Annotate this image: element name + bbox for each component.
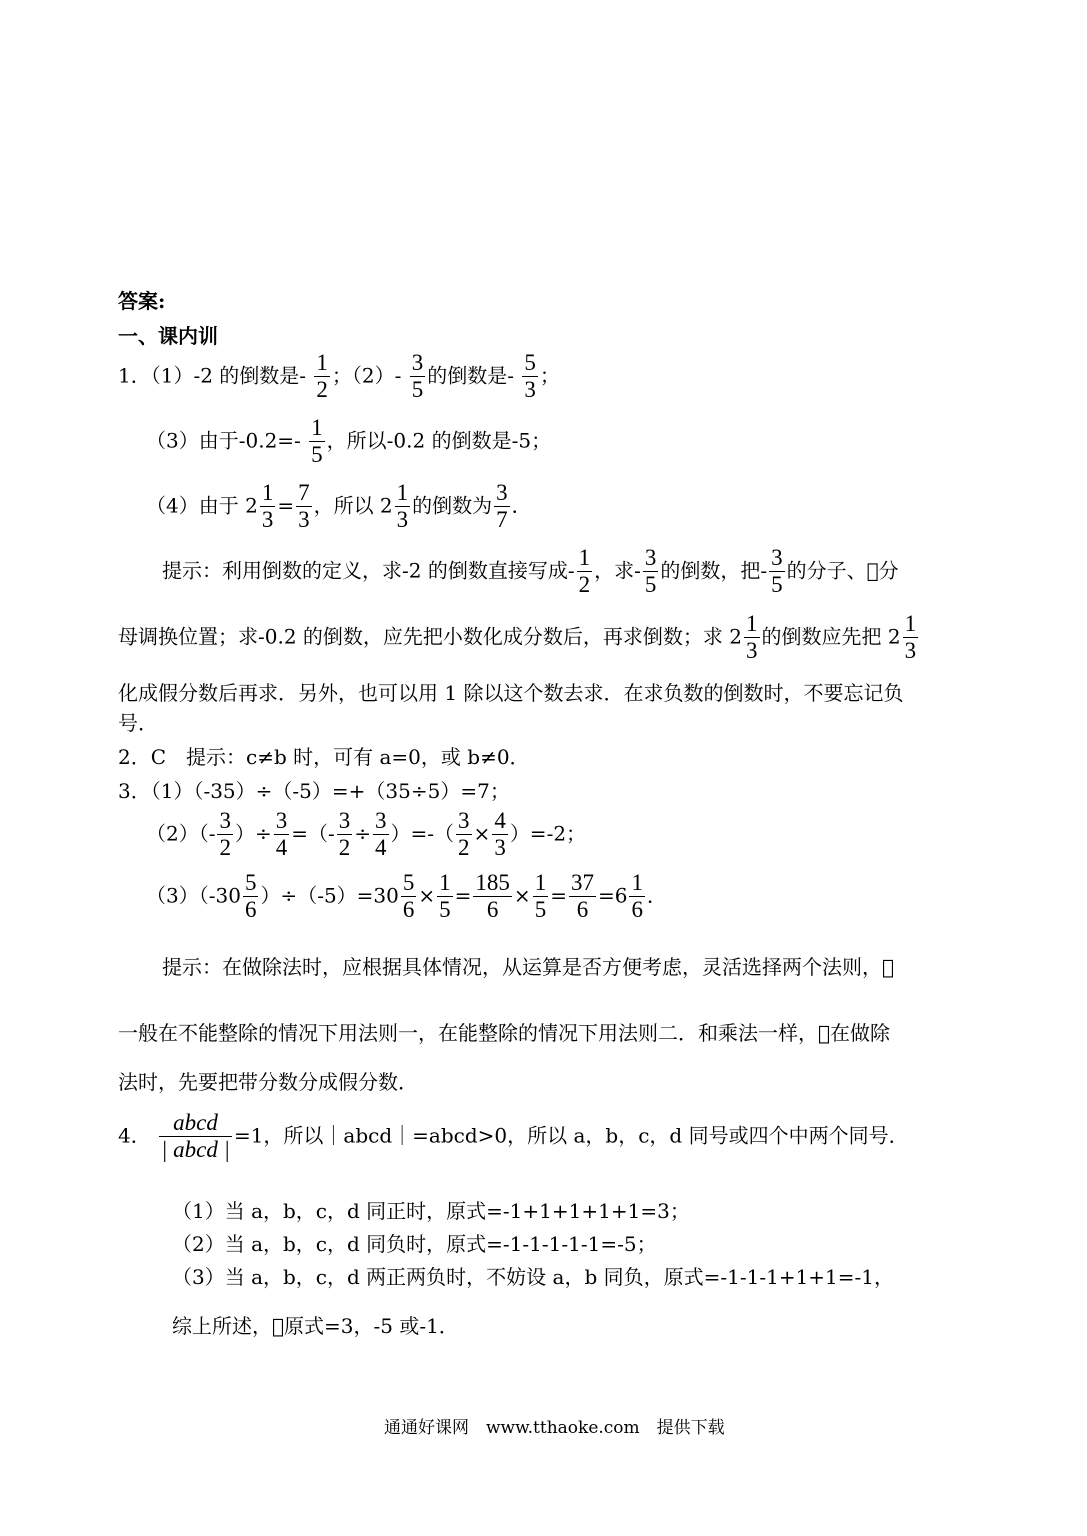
fraction: $\frac{5}{3}$: [524, 350, 536, 403]
fraction: $\frac{37}{6}$: [570, 870, 594, 923]
q1-part4: （4）由于 2 $\frac{1}{3}$ = $\frac{7}{3}$ ，所以 2 $\frac{1}{3}$ 的倒数为 $\frac{3}{7}$ ．: [146, 480, 532, 533]
fraction: $\frac{1}{3}$: [904, 611, 917, 664]
q1-tip-line3: 化成假分数后再求．另外，也可以用 1 除以这个数去求．在求负数的倒数时，不要忘记负: [118, 681, 904, 705]
fraction: $\frac{3}{2}$: [458, 808, 470, 861]
fraction: $\frac{7}{3}$: [298, 480, 310, 533]
q1-line1: 1．（1）-2 的倒数是- $\frac{1}{2}$ ；（2）- $\frac{3}{5}$ 的倒数是- $\frac{5}{3}$ ；: [118, 350, 560, 403]
fraction: $\frac{185}{6}$: [475, 870, 510, 923]
fraction: $\frac{3}{2}$: [219, 808, 231, 861]
q3-tip-line3: 法时，先要把带分数分成假分数．: [118, 1070, 418, 1094]
q4-line1: 4． $\frac{\text{abcd}}{\text{| abcd |}}$ =1，所以｜abcd｜=abcd>0，所以 a，b，c，d 同号或四个中两个同号．: [118, 1110, 909, 1163]
q4-case2: （2）当 a，b，c，d 同负时，原式=-1-1-1-1-1=-5；: [172, 1232, 657, 1256]
q3-part3: （3）（-30 $\frac{5}{6}$ ）÷（-5）=30 $\frac{5}{6}$ × $\frac{1}{5}$ = $\frac{185}{6}$ × $\frac{1}{5}$ = $\frac{37}{6}$ =6 $\frac{1}{6}$ ．: [146, 870, 667, 923]
fraction: $\frac{1}{3}$: [396, 480, 409, 533]
q3-tip-line2: 一般在不能整除的情况下用法则一，在能整除的情况下用法则二．和乘法一样， 在做除: [118, 1021, 891, 1045]
fraction: $\frac{3}{5}$: [771, 545, 783, 598]
q1-part3: （3）由于-0.2=- $\frac{1}{5}$ ，所以-0.2 的倒数是-5；: [146, 415, 552, 468]
q4-case3: （3）当 a，b，c，d 两正两负时，不妨设 a，b 同负，原式=-1-1-1+1+1=-1，: [172, 1265, 895, 1289]
fraction: $\frac{1}{2}$: [578, 545, 591, 598]
q2-answer: 2．C 提示：c≠b 时，可有 a=0，或 b≠0．: [118, 745, 530, 769]
section-title: 一、课内训: [118, 324, 218, 348]
fraction: $\frac{1}{3}$: [261, 480, 274, 533]
fraction: $\frac{1}{3}$: [746, 611, 758, 664]
fraction: $\frac{3}{4}$: [275, 808, 288, 861]
q3-tip-line1: 提示：在做除法时，应根据具体情况，从运算是否方便考虑，灵活选择两个法则， : [162, 955, 895, 979]
q1-tip-line1: 提示：利用倒数的定义，求-2 的倒数直接写成- $\frac{1}{2}$ ，求- $\frac{3}{5}$ 的倒数，把- $\frac{3}{5}$ 的分子、 分: [162, 545, 899, 598]
fraction: $\frac{1}{2}$: [316, 350, 328, 403]
fraction: $\frac{3}{2}$: [338, 808, 351, 861]
answer-heading: 答案:: [118, 289, 166, 313]
q4-case1: （1）当 a，b，c，d 同正时，原式=-1+1+1+1+1=3；: [172, 1199, 690, 1223]
q1-tip-line4: 号．: [118, 711, 158, 735]
fraction: $\frac{1}{5}$: [311, 415, 323, 468]
q3-part2: （2）（- $\frac{3}{2}$ ）÷ $\frac{3}{4}$ =（- $\frac{3}{2}$ ÷ $\frac{3}{4}$ ）=-（ $\frac{3}{2}$ × $\frac{4}{3}$ ）=-2；: [146, 808, 587, 861]
fraction: $\frac{1}{5}$: [439, 870, 451, 923]
fraction: $\frac{3}{5}$: [644, 545, 657, 598]
fraction: $\frac{3}{7}$: [496, 480, 508, 533]
fraction: $\frac{1}{6}$: [631, 870, 643, 923]
fraction: $\frac{3}{4}$: [375, 808, 387, 861]
fraction: $\frac{1}{5}$: [534, 870, 547, 923]
fraction: $\frac{5}{6}$: [402, 870, 415, 923]
page-footer: 通通好课网 www.tthaoke.com 提供下载: [384, 1418, 725, 1438]
q4-summary: 综上所述， 原式=3，-5 或-1．: [172, 1314, 459, 1338]
fraction: $\frac{5}{6}$: [244, 870, 257, 923]
q3-line1: 3．（1）（-35）÷（-5）=+（35÷5）=7；: [118, 779, 510, 803]
q1-tip-line2: 母调换位置；求-0.2 的倒数，应先把小数化成分数后，再求倒数；求 2 $\frac{1}{3}$ 的倒数应先把 2 $\frac{1}{3}$: [118, 611, 917, 664]
fraction: $\frac{4}{3}$: [494, 808, 506, 861]
fraction: $\frac{3}{5}$: [411, 350, 424, 403]
fraction: $\frac{\text{abcd}}{\text{| abcd |}}$: [161, 1110, 230, 1163]
